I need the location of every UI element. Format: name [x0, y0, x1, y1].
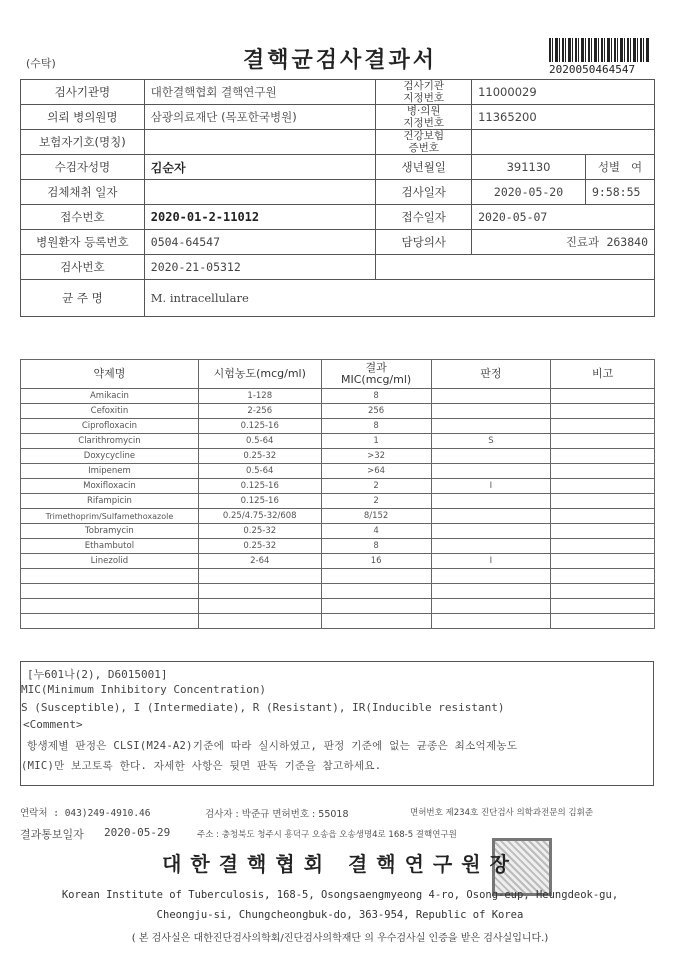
notes-sir-def: S (Susceptible), I (Intermediate), R (Resistant), IR(Inducible resistant)	[21, 701, 505, 714]
barcode	[549, 38, 649, 62]
contact: 연락처 : 043)249-4910.46	[20, 808, 151, 819]
address-kr: 주소 : 충청북도 청주시 흥덕구 오송읍 오송생명4로 168-5 결핵연구원	[197, 830, 457, 840]
cell-range: 0.5-64	[198, 434, 321, 449]
hospital-patient-no-label: 병원환자 등록번호	[21, 230, 145, 255]
table-row	[21, 464, 655, 479]
patient-name-value: 김순자	[144, 155, 376, 180]
cell-remark	[551, 419, 655, 434]
doctor-label: 담당의사	[376, 230, 472, 255]
cell-range	[198, 569, 321, 584]
receipt-date-label: 접수일자	[376, 205, 472, 230]
cell-drug: Ethambutol	[21, 539, 199, 554]
department-cell	[472, 230, 655, 255]
cell-interp	[431, 584, 551, 599]
cell-interp	[431, 614, 551, 629]
cell-interp	[431, 524, 551, 539]
header-drug: 약제명	[21, 360, 199, 389]
cell-mic: 256	[321, 404, 431, 419]
cell-range	[198, 599, 321, 614]
table-row	[21, 569, 655, 584]
receive-label: (수탁)	[26, 57, 56, 70]
cell-drug: Moxifloxacin	[21, 479, 199, 494]
cell-mic: 16	[321, 554, 431, 569]
license: 면허번호 제234호 진단검사 의학과전문의 김휘준	[410, 808, 594, 818]
cell-drug: Ciprofloxacin	[21, 419, 199, 434]
cell-remark	[551, 554, 655, 569]
cell-remark	[551, 434, 655, 449]
table-row	[21, 419, 655, 434]
address-en-2: Cheongju-si, Chungcheongbuk-do, 363-954, Republic of Korea	[156, 909, 524, 921]
document-title: 결핵균검사결과서	[242, 47, 438, 73]
cell-range	[198, 584, 321, 599]
table-row	[21, 584, 655, 599]
table-row	[21, 599, 655, 614]
table-row	[21, 509, 655, 524]
sex-label: 성별	[597, 160, 621, 174]
insurance-cert-label: 건강보험 증번호	[376, 130, 472, 155]
cell-drug	[21, 599, 199, 614]
cell-range: 0.25-32	[198, 524, 321, 539]
cell-mic	[321, 569, 431, 584]
exam-agency-value: 대한결핵협회 결핵연구원	[144, 80, 376, 105]
cell-interp	[431, 599, 551, 614]
receipt-date-value: 2020-05-07	[472, 205, 655, 230]
cell-range: 0.125-16	[198, 494, 321, 509]
cell-remark	[551, 569, 655, 584]
cell-mic: 1	[321, 434, 431, 449]
insured-value	[144, 130, 376, 155]
cell-range: 0.125-16	[198, 419, 321, 434]
cell-remark	[551, 449, 655, 464]
cell-drug: Tobramycin	[21, 524, 199, 539]
cell-mic: >64	[321, 464, 431, 479]
cell-remark	[551, 479, 655, 494]
cell-interp	[431, 509, 551, 524]
patient-info-table	[20, 79, 655, 317]
notes-comment-label: <Comment>	[23, 718, 83, 731]
cell-remark	[551, 584, 655, 599]
exam-no-empty	[376, 255, 655, 280]
cell-mic: 8	[321, 419, 431, 434]
table-row	[21, 479, 655, 494]
hospital-designation-value: 11365200	[472, 105, 655, 130]
test-date-value: 2020-05-20	[472, 180, 586, 205]
cell-range: 2-256	[198, 404, 321, 419]
cell-drug	[21, 584, 199, 599]
cell-remark	[551, 539, 655, 554]
cell-mic: 2	[321, 479, 431, 494]
certification-note: ( 본 검사실은 대한진단검사의학회/진단검사의학재단 의 우수검사실 인증을 받은 검사실입니다.)	[131, 933, 549, 944]
cell-drug: Clarithromycin	[21, 434, 199, 449]
cell-mic	[321, 584, 431, 599]
notes-mic-def: MIC(Minimum Inhibitory Concentration)	[21, 683, 267, 696]
cell-interp	[431, 389, 551, 404]
cell-range: 1-128	[198, 389, 321, 404]
cell-mic	[321, 599, 431, 614]
department-label: 진료과	[565, 235, 600, 249]
barcode-number: 2020050464547	[549, 63, 636, 76]
cell-interp	[431, 449, 551, 464]
exam-agency-label: 검사기관명	[21, 80, 145, 105]
receipt-no-value: 2020-01-2-11012	[144, 205, 376, 230]
cell-mic: 8/152	[321, 509, 431, 524]
insurance-cert-value	[472, 130, 655, 155]
cell-range	[198, 614, 321, 629]
table-row	[21, 434, 655, 449]
hospital-designation-label: 병·의원 지정번호	[376, 105, 472, 130]
cell-remark	[551, 389, 655, 404]
birth-label: 생년월일	[376, 155, 472, 180]
test-time-value: 9:58:55	[585, 180, 654, 205]
institute-name-kr: 대한결핵협회 결핵연구원장	[162, 852, 518, 876]
patient-name-label: 수검자성명	[21, 155, 145, 180]
notes-box	[20, 661, 654, 786]
report-date-label: 결과통보일자	[20, 828, 84, 841]
report-date-value: 2020-05-29	[104, 826, 171, 839]
cell-mic: >32	[321, 449, 431, 464]
cell-interp	[431, 419, 551, 434]
cell-mic: 8	[321, 389, 431, 404]
table-row	[21, 554, 655, 569]
header-range: 시험농도(mcg/ml)	[198, 360, 321, 389]
cell-interp	[431, 569, 551, 584]
organism-value: M. intracellulare	[144, 280, 654, 317]
birth-value: 391130	[472, 155, 586, 180]
cell-drug: Trimethoprim/Sulfamethoxazole	[21, 509, 199, 524]
hospital-patient-no-value: 0504-64547	[144, 230, 376, 255]
table-row	[21, 494, 655, 509]
cell-interp: S	[431, 434, 551, 449]
department-value: 263840	[606, 235, 648, 249]
table-row	[21, 449, 655, 464]
cell-remark	[551, 599, 655, 614]
requesting-hospital-value: 삼광의료재단 (목포한국병원)	[144, 105, 376, 130]
requesting-hospital-label: 의뢰 병의원명	[21, 105, 145, 130]
agency-designation-value: 11000029	[472, 80, 655, 105]
cell-range: 0.125-16	[198, 479, 321, 494]
cell-drug: Cefoxitin	[21, 404, 199, 419]
header-interp: 판정	[431, 360, 551, 389]
cell-remark	[551, 404, 655, 419]
cell-interp	[431, 539, 551, 554]
cell-remark	[551, 494, 655, 509]
cell-remark	[551, 614, 655, 629]
cell-mic	[321, 614, 431, 629]
table-row	[21, 539, 655, 554]
cell-drug: Linezolid	[21, 554, 199, 569]
examiner: 검사자 : 박준규 면허번호 : 55018	[205, 809, 349, 820]
table-row	[21, 389, 655, 404]
header-remark: 비고	[551, 360, 655, 389]
table-row	[21, 524, 655, 539]
cell-range: 0.5-64	[198, 464, 321, 479]
insured-label: 보험자기호(명칭)	[21, 130, 145, 155]
cell-interp	[431, 464, 551, 479]
cell-range: 0.25-32	[198, 449, 321, 464]
organism-label: 균 주 명	[21, 280, 145, 317]
notes-code: [누601나(2), D6015001]	[27, 668, 168, 681]
receipt-no-label: 접수번호	[21, 205, 145, 230]
cell-remark	[551, 524, 655, 539]
cell-drug: Amikacin	[21, 389, 199, 404]
exam-no-label: 검사번호	[21, 255, 145, 280]
cell-interp	[431, 404, 551, 419]
sample-date-label: 검체채취 일자	[21, 180, 145, 205]
exam-no-value: 2020-21-05312	[144, 255, 376, 280]
sample-date-value	[144, 180, 376, 205]
notes-comment-1: 항생제별 판정은 CLSI(M24-A2)기준에 따라 실시하였고, 판정 기준에 없는 균종은 최소억제농도	[27, 740, 518, 752]
table-row	[21, 404, 655, 419]
header-mic: 결과 MIC(mcg/ml)	[321, 360, 431, 389]
cell-remark	[551, 509, 655, 524]
cell-range: 2-64	[198, 554, 321, 569]
cell-drug	[21, 614, 199, 629]
sex-value: 여	[631, 160, 643, 174]
cell-mic: 4	[321, 524, 431, 539]
cell-mic: 2	[321, 494, 431, 509]
cell-range: 0.25-32	[198, 539, 321, 554]
cell-interp	[431, 494, 551, 509]
cell-drug: Rifampicin	[21, 494, 199, 509]
cell-drug: Imipenem	[21, 464, 199, 479]
cell-range: 0.25/4.75-32/608	[198, 509, 321, 524]
cell-interp: I	[431, 554, 551, 569]
cell-mic: 8	[321, 539, 431, 554]
table-row	[21, 614, 655, 629]
agency-designation-label: 검사기관 지정번호	[376, 80, 472, 105]
notes-comment-2: (MIC)만 보고토록 한다. 자세한 사항은 뒷면 판독 기준을 참고하세요.	[21, 760, 382, 772]
cell-drug: Doxycycline	[21, 449, 199, 464]
address-en-1: Korean Institute of Tuberculosis, 168-5, Osongsaengmyeong 4-ro, Osong-eup, Heungdeok-gu,	[61, 889, 619, 901]
cell-remark	[551, 464, 655, 479]
test-date-label: 검사일자	[376, 180, 472, 205]
cell-interp: I	[431, 479, 551, 494]
susceptibility-table	[20, 359, 655, 629]
cell-drug	[21, 569, 199, 584]
sex-cell	[585, 155, 654, 180]
